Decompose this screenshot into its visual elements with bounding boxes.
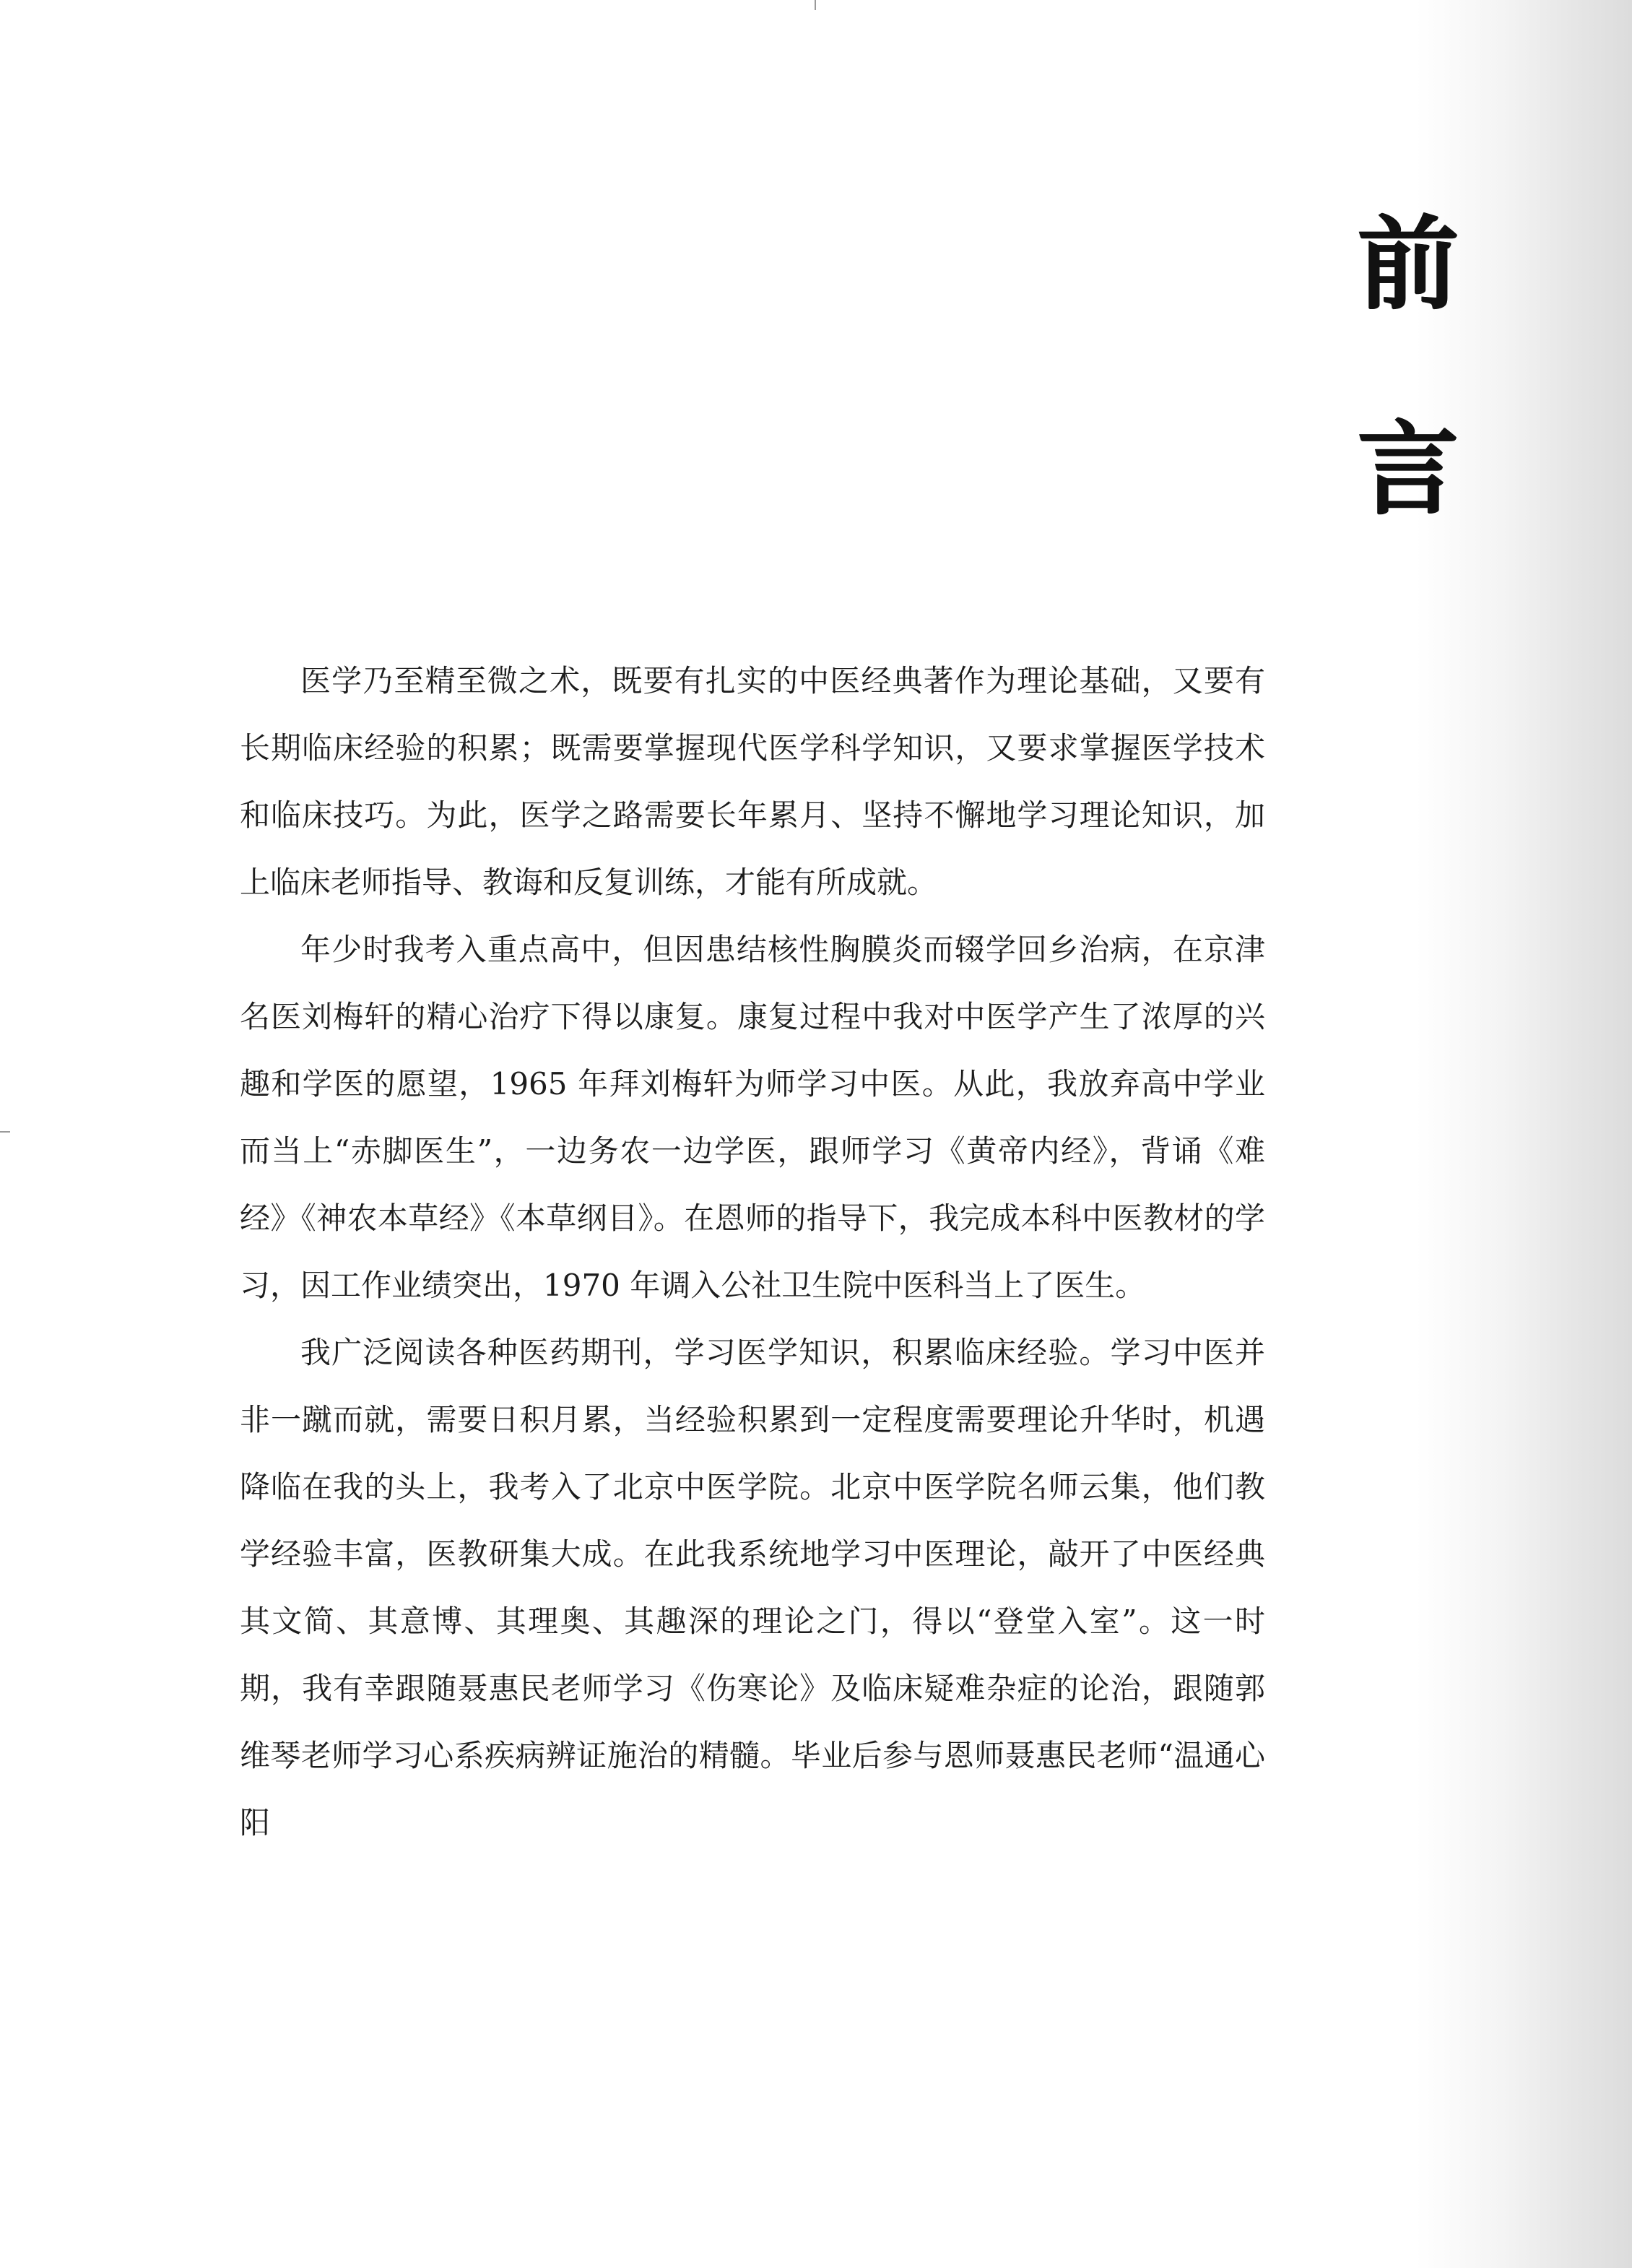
paragraph-1: 医学乃至精至微之术，既要有扎实的中医经典著作为理论基础，又要有长期临床经验的积累；既需要掌握现代医学科学知识，又要求掌握医学技术和临床技巧。为此，医学之路需要长年累月、坚持不懈地学习理论知识，加上临床老师指导、教诲和反复训练，才能有所成就。	[240, 663, 1265, 900]
crop-mark	[815, 0, 816, 10]
paragraph-2: 年少时我考入重点高中，但因患结核性胸膜炎而辍学回乡治病，在京津名医刘梅轩的精心治疗下得以康复。康复过程中我对中医学产生了浓厚的兴趣和学医的愿望，1965 年拜刘梅轩为师学习中医。从此，我放弃高中学业而当上“赤脚医生”，一边务农一边学医，跟师学习《黄帝内经》，背诵《难经》《神农本草经》《本草纲目》。在恩师的指导下，我完成本科中医教材的学习，因工作业绩突出，1970 年调入公社卫生院中医科当上了医生。	[240, 932, 1265, 1303]
crop-mark	[0, 1131, 10, 1133]
preface-heading-char-1: 前	[1358, 205, 1459, 324]
paragraph-3: 我广泛阅读各种医药期刊，学习医学知识，积累临床经验。学习中医并非一蹴而就，需要日积月累，当经验积累到一定程度需要理论升华时，机遇降临在我的头上，我考入了北京中医学院。北京中医学院名师云集，他们教学经验丰富，医教研集大成。在此我系统地学习中医理论，敲开了中医经典其文简、其意博、其理奥、其趣深的理论之门，得以“登堂入室”。这一时期，我有幸跟随聂惠民老师学习《伤寒论》及临床疑难杂症的论治，跟随郭维琴老师学习心系疾病辨证施治的精髓。毕业后参与恩师聂惠民老师“温通心阳	[240, 1335, 1265, 1840]
preface-heading-char-2: 言	[1358, 410, 1459, 529]
preface-body	[240, 647, 1265, 1856]
